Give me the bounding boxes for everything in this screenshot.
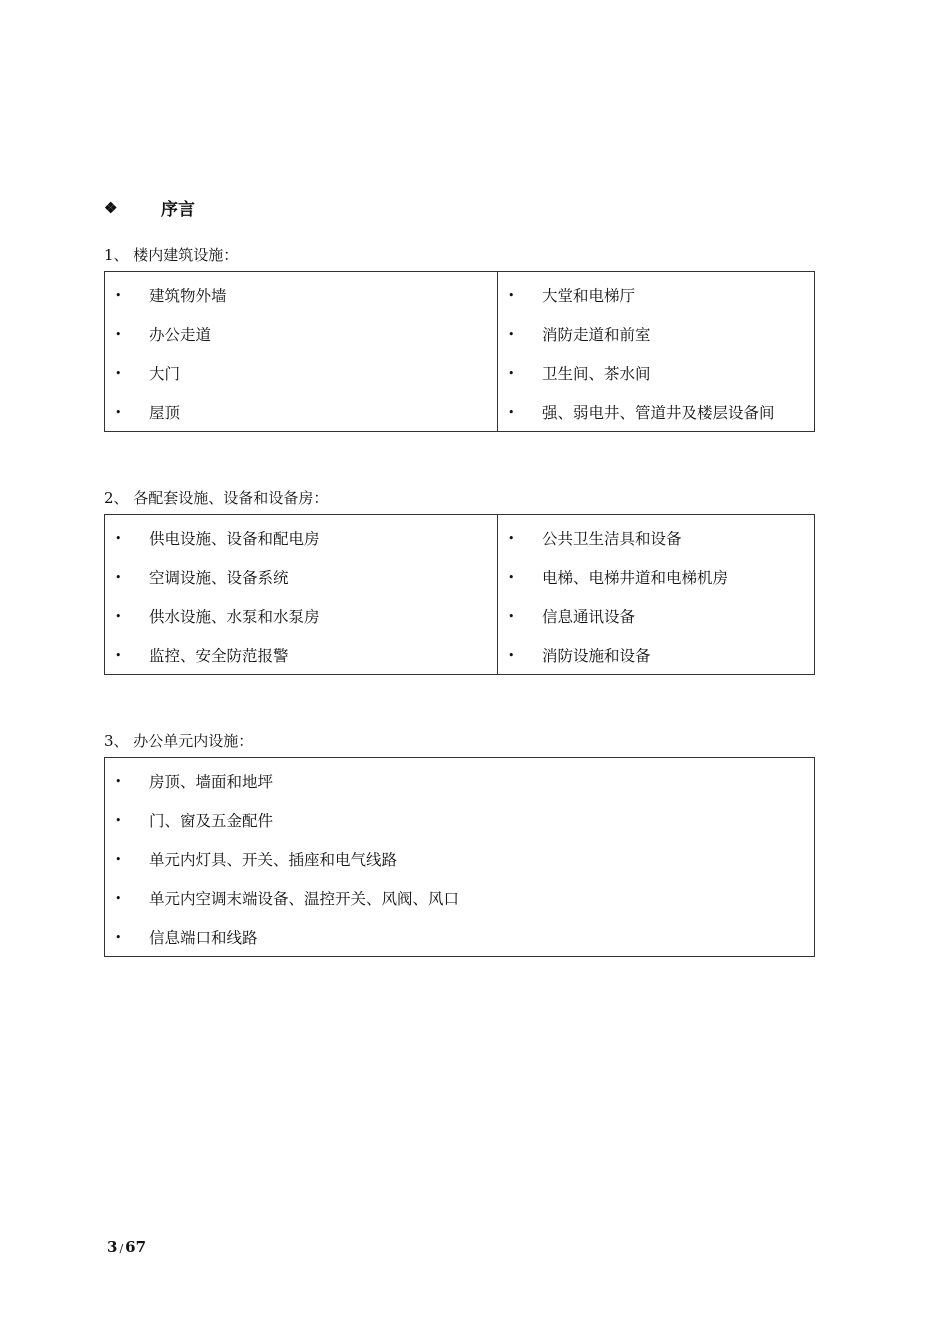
section-1-right-column bbox=[498, 272, 814, 431]
bullet-icon: • bbox=[115, 853, 122, 866]
bullet-icon: • bbox=[508, 649, 515, 662]
bullet-icon: • bbox=[115, 367, 122, 380]
section-heading bbox=[104, 195, 195, 220]
list-item: • 大门 bbox=[105, 363, 497, 402]
section-2-right-column bbox=[498, 515, 814, 674]
diamond-bullet-icon: ❖ bbox=[104, 198, 118, 217]
list-item: • 信息端口和线路 bbox=[105, 927, 814, 966]
section-3-column bbox=[105, 758, 814, 956]
bullet-icon: • bbox=[115, 814, 122, 827]
list-item: • 强、弱电井、管道井及楼层设备间 bbox=[498, 402, 814, 441]
section-3-table bbox=[104, 757, 815, 957]
total-pages: 67 bbox=[125, 1238, 147, 1256]
bullet-icon: • bbox=[115, 571, 122, 584]
bullet-icon: • bbox=[115, 931, 122, 944]
list-item: • 供电设施、设备和配电房 bbox=[105, 528, 497, 567]
list-item: • 单元内空调末端设备、温控开关、风阀、风口 bbox=[105, 888, 814, 927]
list-item: • 卫生间、茶水间 bbox=[498, 363, 814, 402]
list-item: • 单元内灯具、开关、插座和电气线路 bbox=[105, 849, 814, 888]
list-item: • 建筑物外墙 bbox=[105, 285, 497, 324]
page-number bbox=[107, 1238, 146, 1256]
list-item: • 屋顶 bbox=[105, 402, 497, 441]
page-separator: / bbox=[119, 1242, 124, 1255]
bullet-icon: • bbox=[508, 328, 515, 341]
section-1-left-column bbox=[105, 272, 498, 431]
list-item: • 供水设施、水泵和水泵房 bbox=[105, 606, 497, 645]
section-2-label: 2、 各配套设施、设备和设备房： bbox=[104, 489, 329, 507]
section-2-left-column bbox=[105, 515, 498, 674]
current-page: 3 bbox=[107, 1238, 118, 1256]
section-2-table bbox=[104, 514, 815, 675]
list-item: • 消防走道和前室 bbox=[498, 324, 814, 363]
list-item: • 电梯、电梯井道和电梯机房 bbox=[498, 567, 814, 606]
section-1-label: 1、 楼内建筑设施： bbox=[104, 246, 239, 264]
section-3-label: 3、 办公单元内设施： bbox=[104, 732, 254, 750]
section-1-table bbox=[104, 271, 815, 432]
bullet-icon: • bbox=[508, 289, 515, 302]
list-item: • 空调设施、设备系统 bbox=[105, 567, 497, 606]
bullet-icon: • bbox=[115, 328, 122, 341]
list-item: • 门、窗及五金配件 bbox=[105, 810, 814, 849]
bullet-icon: • bbox=[115, 775, 122, 788]
list-item: • 监控、安全防范报警 bbox=[105, 645, 497, 684]
bullet-icon: • bbox=[508, 367, 515, 380]
bullet-icon: • bbox=[115, 406, 122, 419]
list-item: • 信息通讯设备 bbox=[498, 606, 814, 645]
list-item: • 公共卫生洁具和设备 bbox=[498, 528, 814, 567]
bullet-icon: • bbox=[115, 649, 122, 662]
list-item: • 办公走道 bbox=[105, 324, 497, 363]
bullet-icon: • bbox=[508, 610, 515, 623]
list-item: • 大堂和电梯厅 bbox=[498, 285, 814, 324]
bullet-icon: • bbox=[115, 289, 122, 302]
bullet-icon: • bbox=[508, 406, 515, 419]
list-item: • 房顶、墙面和地坪 bbox=[105, 771, 814, 810]
list-item: • 消防设施和设备 bbox=[498, 645, 814, 684]
bullet-icon: • bbox=[508, 532, 515, 545]
bullet-icon: • bbox=[508, 571, 515, 584]
bullet-icon: • bbox=[115, 892, 122, 905]
bullet-icon: • bbox=[115, 532, 122, 545]
heading-title: 序言 bbox=[161, 200, 195, 220]
bullet-icon: • bbox=[115, 610, 122, 623]
